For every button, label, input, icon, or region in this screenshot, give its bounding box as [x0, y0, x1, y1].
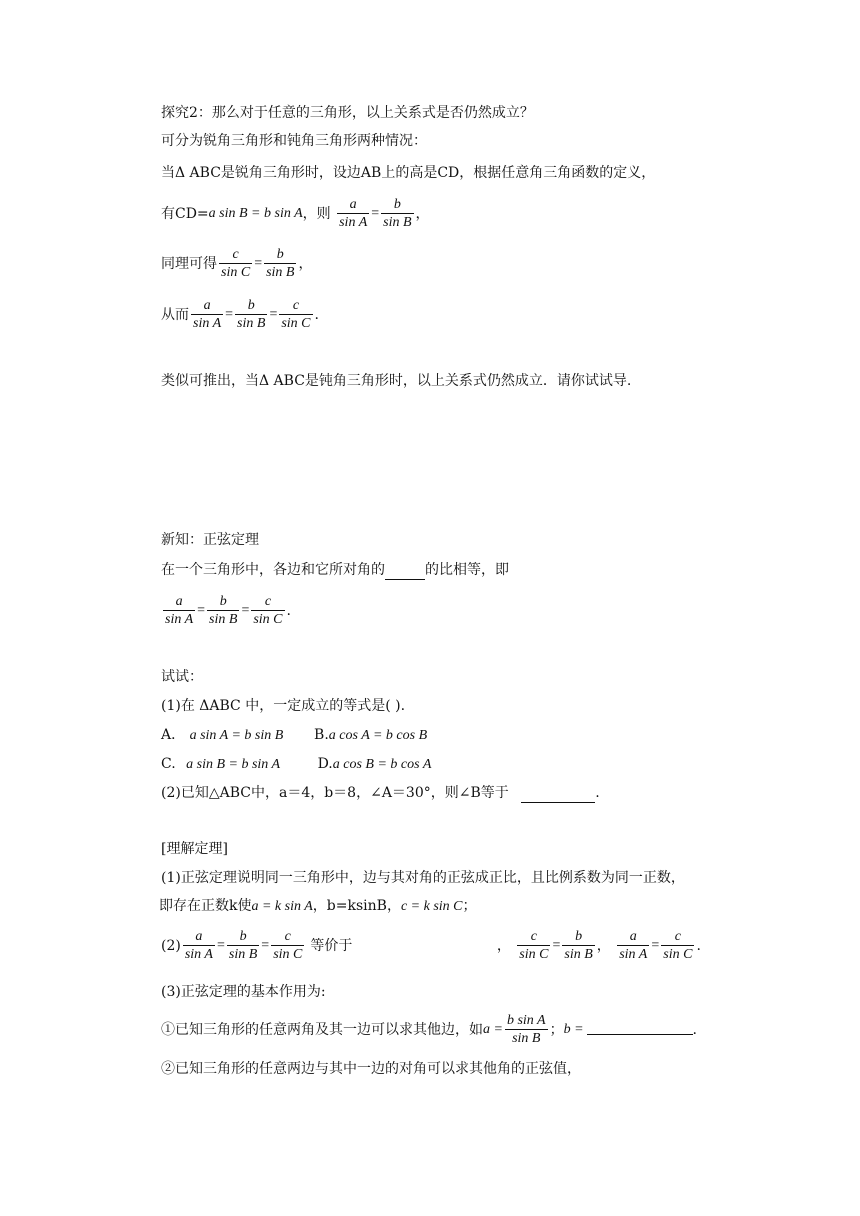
p3-1-b: b = [563, 1021, 584, 1037]
similarly-line: 同理可得 $\frac{c}{\text{sin C}}$ = $\frac{b}{\text{sin B}}$ ， [161, 247, 313, 280]
understand-p3-2: ②已知三角形的任意两边与其中一边的对角可以求其他角的正弦值， [161, 1061, 581, 1077]
p3-1-mid: ； [549, 1021, 564, 1038]
fraction-b-sinB: $\frac{b}{\text{sin B}}$ [228, 929, 258, 962]
period: . [286, 602, 291, 619]
equivalent-text: 等价于 [310, 937, 353, 954]
p2-label: (2) [161, 937, 181, 954]
understand-p3: (3)正弦定理的基本作用为: [161, 984, 326, 1000]
period: . [314, 306, 319, 323]
cases-text: 可分为锐角三角形和钝角三角形两种情况： [161, 133, 427, 149]
fraction-c-sinC: $\frac{c}{\text{sin C}}$ [253, 594, 283, 627]
understand-p3-1 [161, 1012, 697, 1047]
fill-blank[interactable] [385, 579, 425, 580]
options-ab [161, 725, 427, 746]
options-cd [161, 754, 431, 775]
option-b-label: B. [314, 727, 329, 743]
acute-case-text: 当Δ ABC是锐角三角形时，设边AB上的高是CD，根据任意角三角函数的定义， [161, 165, 656, 181]
p3-1-text: ①已知三角形的任意两角及其一边可以求其他边，如 [161, 1021, 483, 1038]
similarly-text: 同理可得 [161, 255, 217, 272]
fraction-c-sinC: $\frac{c}{\text{sin C}}$ [281, 298, 311, 331]
p1-text: 即存在正数k使 [159, 898, 252, 914]
fraction-c-sinC: $\frac{c}{\text{sin C}}$ [273, 929, 303, 962]
statement-part-a: 在一个三角形中，各边和它所对角的 [161, 562, 385, 578]
understand-p1-line2 [159, 896, 477, 917]
comma: ， [496, 937, 511, 954]
option-a[interactable]: a sin A = b sin B [189, 728, 284, 743]
fraction-bsinA-sinB: $\frac{\text{b sin A}}{\text{sin B}}$ [506, 1013, 546, 1046]
then-text: ，则 [302, 205, 331, 222]
therefore-line: 从而 $\frac{a}{\text{sin A}}$ = $\frac{b}{\text{sin B}}$ = $\frac{c}{\text{sin C}}$ . [161, 298, 319, 331]
p3-1-lhs: a = [483, 1021, 503, 1037]
option-c-label: C. [161, 756, 176, 772]
cd-prefix: 有CD= [161, 205, 209, 222]
comma: ， [298, 255, 313, 272]
fraction-c-sinC: $\frac{c}{\text{sin C}}$ [663, 929, 693, 962]
question-2 [161, 783, 600, 803]
fraction-b-sinB: $\frac{b}{\text{sin B}}$ [266, 247, 295, 280]
option-c[interactable]: a sin B = b sin A [186, 757, 281, 772]
comma: ， [415, 205, 430, 222]
therefore-text: 从而 [161, 306, 189, 323]
fraction-a-sinA: $\frac{a}{\text{sin A}}$ [165, 594, 194, 627]
period: . [696, 937, 701, 954]
b-answer-blank[interactable] [587, 1034, 693, 1035]
question-1: (1)在 ΔABC 中，一定成立的等式是( ). [161, 698, 406, 714]
fraction-b-sinB: $\frac{b}{\text{sin B}}$ [383, 197, 412, 230]
option-b[interactable]: a cos A = b cos B [328, 728, 428, 743]
fraction-b-sinB: $\frac{b}{\text{sin B}}$ [237, 298, 266, 331]
p1-expr-c: c = k sin C [400, 899, 463, 914]
period: . [692, 1021, 697, 1038]
question-2-text: (2)已知△ABC中，a＝4，b＝8，∠A＝30°，则∠B等于 [161, 785, 509, 801]
option-d[interactable]: a cos B = b cos A [332, 757, 432, 772]
fraction-a-sinA: $\frac{a}{\text{sin A}}$ [339, 197, 368, 230]
option-a-label: A． [161, 727, 186, 743]
p1-mid: ，b=ksinB， [312, 898, 401, 914]
statement-part-b: 的比相等，即 [425, 562, 509, 578]
obtuse-note: 类似可推出，当Δ ABC是钝角三角形时，以上关系式仍然成立．请你试试导. [161, 373, 632, 389]
sine-rule-formula: $\frac{a}{\text{sin A}}$ = $\frac{b}{\text{sin B}}$ = $\frac{c}{\text{sin C}}$ . [165, 594, 291, 627]
fraction-a-sinA: $\frac{a}{\text{sin A}}$ [184, 929, 213, 962]
understand-title: [理解定理] [161, 841, 228, 857]
try-it-title: 试试： [161, 669, 203, 685]
fraction-b-sinB: $\frac{b}{\text{sin B}}$ [209, 594, 238, 627]
fraction-a-sinA: $\frac{a}{\text{sin A}}$ [619, 929, 648, 962]
fraction-b-sinB: $\frac{b}{\text{sin B}}$ [564, 929, 593, 962]
fraction-c-sinC: $\frac{c}{\text{sin C}}$ [519, 929, 549, 962]
understand-p2: (2) $\frac{a}{\text{sin A}}$ = $\frac{b}{\text{sin B}}$ = $\frac{c}{\text{sin C}}$ 等价于 ， $\frac{c}{\text{sin C}}$ = $\frac{b}{\text{sin B}}$ ， $\frac{a}{\text{sin A}}$ = $\frac{c}{\text{sin C}}$ . [161, 929, 701, 962]
comma: ， [596, 937, 611, 954]
answer-blank[interactable] [521, 802, 595, 803]
fraction-c-sinC: $\frac{c}{\text{sin C}}$ [221, 247, 251, 280]
explore-title: 探究2：那么对于任意的三角形，以上关系式是否仍然成立？ [161, 105, 534, 121]
cd-equation-line: 有CD=a sin B = b sin A，则 $\frac{a}{\text{sin A}}$ = $\frac{b}{\text{sin B}}$ ， [161, 197, 430, 230]
cd-expression: a sin B = b sin A [208, 205, 303, 221]
new-knowledge-title: 新知：正弦定理 [161, 532, 259, 548]
sine-rule-statement [161, 560, 509, 580]
p1-expr-a: a = k sin A [251, 899, 313, 914]
option-d-label: D. [317, 756, 333, 772]
period: . [595, 785, 600, 801]
fraction-a-sinA: $\frac{a}{\text{sin A}}$ [193, 298, 222, 331]
understand-p1-line1: (1)正弦定理说明同一三角形中，边与其对角的正弦成正比，且比例系数为同一正数， [161, 870, 685, 886]
p1-end: ； [462, 898, 477, 914]
